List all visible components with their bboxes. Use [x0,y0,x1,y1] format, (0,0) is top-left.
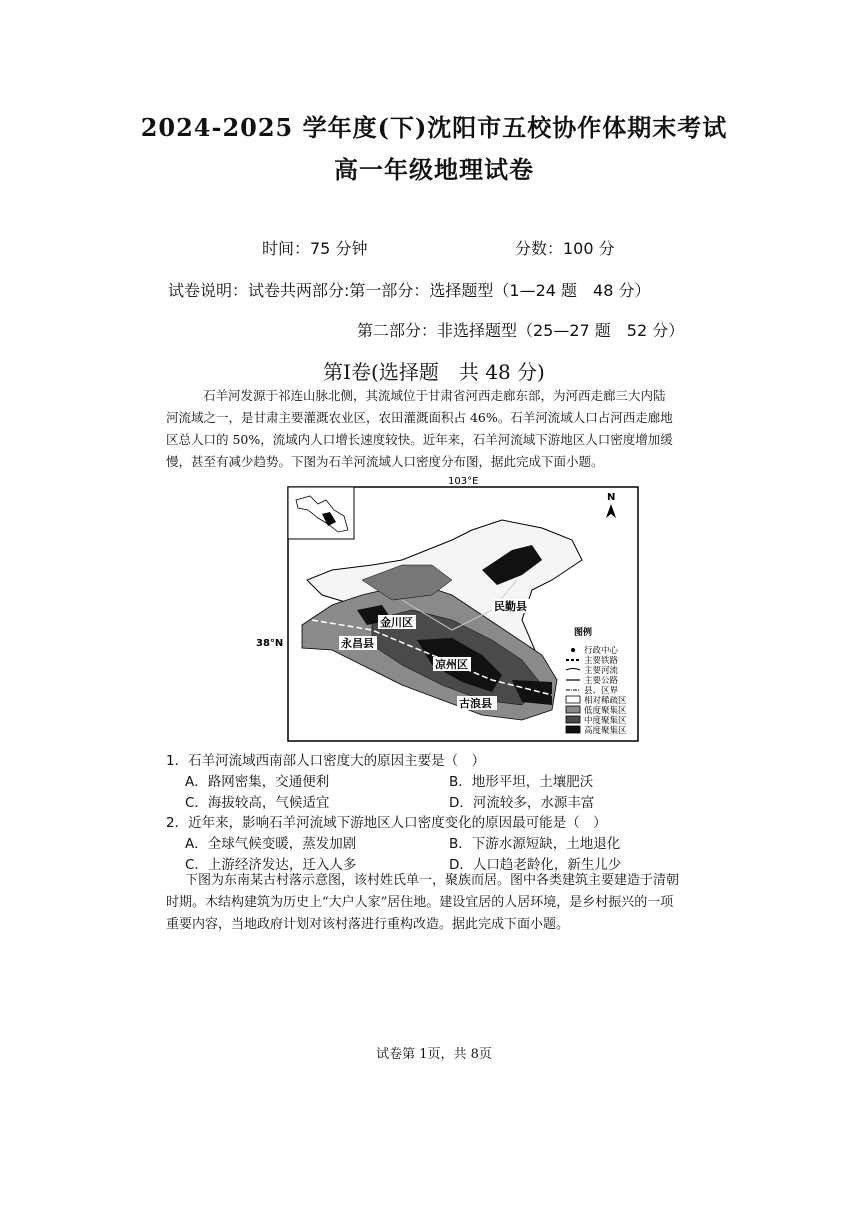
section-title: 第Ⅰ卷(选择题 共 48 分) [323,360,545,384]
svg-text:图例: 图例 [574,628,593,638]
longitude-label: 103°E [448,476,479,487]
question-2-option-d[interactable]: D．人口趋老龄化，新生儿少 [449,857,622,873]
latitude-label: 38°N [256,638,284,649]
exam-subtitle: 高一年级地理试卷 [334,155,534,184]
location-inset [288,487,354,539]
place-gulang: 古浪县 [459,697,492,710]
passage1-line: 石羊河发源于祁连山脉北侧，其流域位于甘肃省河西走廊东部，为河西走廊三大内陆 [203,388,666,403]
svg-text:行政中心: 行政中心 [584,646,619,656]
exam-score: 分数：100 分 [515,239,615,258]
exam-title: 2024-2025 学年度(下)沈阳市五校协作体期末考试 [140,113,728,142]
exam-note-line2: 第二部分：非选择题型（25—27 题 52 分） [357,321,685,340]
exam-time: 时间：75 分钟 [262,239,368,258]
question-1-option-d[interactable]: D．河流较多，水源丰富 [449,795,595,811]
svg-text:主要公路: 主要公路 [584,676,619,686]
svg-text:N: N [607,492,616,503]
population-density-map [252,470,652,745]
passage2-line: 时期。木结构建筑为历史上“大户人家”居住地。建设宜居的人居环境，是乡村振兴的一项 [166,895,674,910]
svg-text:县、区界: 县、区界 [584,686,619,696]
place-liangzhou: 凉州区 [435,658,468,671]
place-minqin: 民勤县 [494,600,527,613]
place-jinchuan: 金川区 [380,616,413,629]
question-1-option-b[interactable]: B．地形平坦，土壤肥沃 [449,774,594,790]
svg-text:相对稀疏区: 相对稀疏区 [584,696,627,706]
place-yongchang: 永昌县 [341,637,374,650]
question-1-option-c[interactable]: C．海拔较高，气候适宜 [185,795,330,811]
page-footer: 试卷第 1页，共 8页 [376,1047,492,1062]
svg-text:主要铁路: 主要铁路 [584,656,619,666]
svg-text:中度聚集区: 中度聚集区 [584,716,627,726]
svg-text:主要河流: 主要河流 [584,666,619,676]
passage2-line: 重要内容，当地政府计划对该村落进行重构改造。据此完成下面小题。 [166,917,570,932]
question-2-option-c[interactable]: C．上游经济发达，迁入人多 [185,857,357,873]
question-2-option-a[interactable]: A．全球气候变暖，蒸发加剧 [185,836,357,852]
passage1-line: 区总人口的 50%，流域内人口增长速度较快。近年来，石羊河流域下游地区人口密度增加缓 [166,432,673,447]
question-1-stem: 1．石羊河流域西南部人口密度大的原因主要是（ ） [166,753,486,769]
svg-text:高度聚集区: 高度聚集区 [584,726,627,736]
passage1-line: 河流域之一，是甘肃主要灌溉农业区，农田灌溉面积占 46%。石羊河流域人口占河西走廊地 [166,410,673,425]
exam-note-line1: 试卷说明：试卷共两部分:第一部分：选择题型（1—24 题 48 分） [168,281,651,300]
passage2-line: 下图为东南某古村落示意图，该村姓氏单一，聚族而居。图中各类建筑主要建造于清朝 [185,873,680,888]
question-2-option-b[interactable]: B．下游水源短缺，土地退化 [449,836,621,852]
question-2-stem: 2．近年来，影响石羊河流域下游地区人口密度变化的原因最可能是（ ） [166,815,607,831]
svg-text:低度聚集区: 低度聚集区 [584,706,627,716]
question-1-option-a[interactable]: A．路网密集，交通便利 [185,774,330,790]
passage1-line: 慢，甚至有减少趋势。下图为石羊河流域人口密度分布图，据此完成下面小题。 [166,454,604,469]
